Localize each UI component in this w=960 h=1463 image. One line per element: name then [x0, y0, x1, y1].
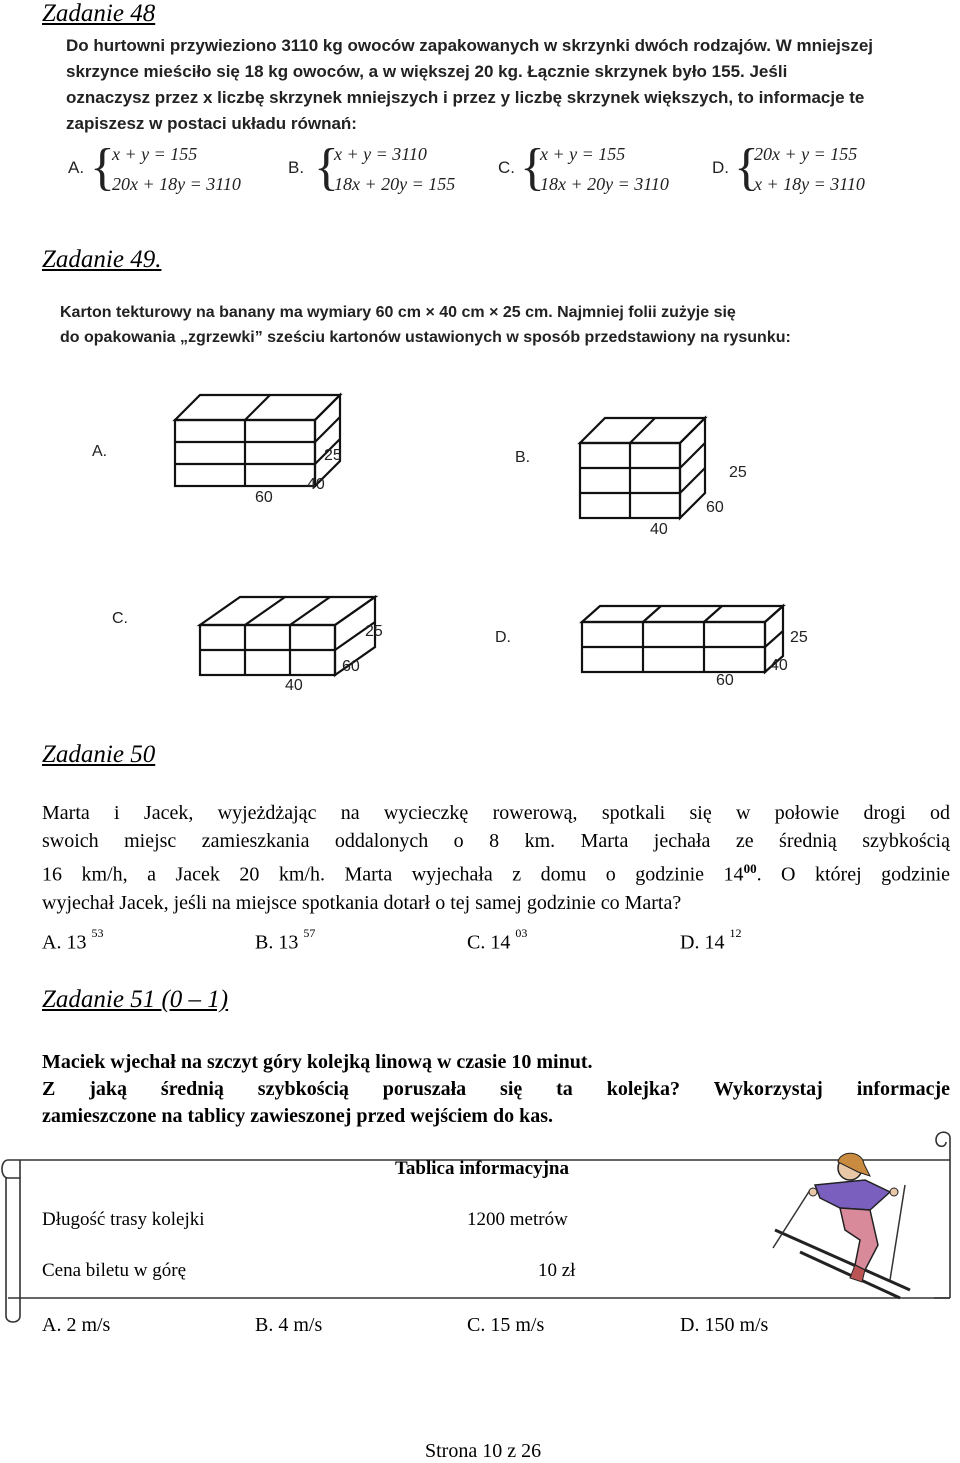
task48-line: oznaczysz przez x liczbę skrzynek mniejszych i przez y liczbę skrzynek większych, to informacje te	[66, 88, 865, 107]
task50-text	[42, 799, 950, 917]
figure-a-dim: 25	[324, 447, 342, 464]
board-row-value: 1200 metrów	[467, 1209, 568, 1230]
task51-line: Maciek wjechał na szczyt góry kolejką linową w czasie 10 minut.	[42, 1051, 593, 1073]
figure-c-dim: 60	[342, 658, 360, 675]
task49-line: do opakowania „zgrzewki” sześciu kartonów ustawionych w sposób przedstawiony na rysunku:	[60, 329, 791, 346]
figure-b-dim: 60	[706, 499, 724, 516]
task51-answer-d: D. 150 m/s	[680, 1314, 769, 1336]
task51-heading: Zadanie 51 (0 – 1)	[42, 986, 229, 1013]
figure-d-label: D.	[495, 629, 511, 646]
task48-option-a: A. { x + y = 155 20x + 18y = 3110	[68, 139, 241, 196]
figure-b-dim: 40	[650, 521, 668, 538]
box-figure-a	[175, 395, 340, 486]
task48-option-d: D. { 20x + y = 155 x + 18y = 3110	[712, 139, 865, 196]
task49-heading: Zadanie 49.	[42, 246, 162, 273]
task48-option-b: B. { x + y = 3110 18x + 20y = 155	[288, 139, 456, 196]
task51-answer-b: B. 4 m/s	[255, 1314, 323, 1336]
task50-answer-d: D. 14 $^{12}$	[680, 926, 742, 954]
task51-text	[42, 1049, 950, 1130]
task49-figures	[0, 0, 960, 720]
board-title: Tablica informacyjna	[395, 1158, 569, 1179]
figure-c-label: C.	[112, 610, 128, 627]
board-row-value: 10 zł	[538, 1260, 576, 1281]
task50-heading: Zadanie 50	[42, 741, 156, 768]
task50-line: swoich miejsc zamieszkania oddalonych o 8 km. Marta jechała ze średnią szybkością	[42, 830, 950, 852]
figure-c-dim: 40	[285, 677, 303, 694]
figure-d-dim: 60	[716, 672, 734, 689]
task51-answer-c: C. 15 m/s	[467, 1314, 545, 1336]
task48-line: zapiszesz w postaci układu równań:	[66, 114, 357, 133]
task49-line: Karton tekturowy na banany ma wymiary 60 cm × 40 cm × 25 cm. Najmniej folii zużyje się	[60, 304, 736, 321]
task51-line: zamieszczone na tablicy zawieszonej przed wejściem do kas.	[42, 1105, 553, 1127]
figure-d-dim: 25	[790, 629, 808, 646]
figure-a-label: A.	[92, 443, 108, 460]
figure-b-label: B.	[515, 449, 531, 466]
task50-line: wyjechał Jacek, jeśli na miejsce spotkania dotarł o tej samej godzinie co Marta?	[42, 891, 682, 914]
board-row-label: Długość trasy kolejki	[42, 1209, 205, 1230]
task48-line: Do hurtowni przywieziono 3110 kg owoców zapakowanych w skrzynki dwóch rodzajów. W mniejszej	[66, 36, 874, 55]
task50-line: Marta i Jacek, wyjeżdżając na wycieczkę rowerową, spotkali się w połowie drogi od	[42, 802, 950, 824]
task50-line: 16 km/h, a Jacek 20 km/h. Marta wyjechała z domu o godzinie $14^{00}$. O której godzinie	[42, 861, 951, 886]
figure-a-dim: 60	[255, 489, 273, 506]
task50-answer-b: B. 13 $^{57}$	[255, 926, 316, 954]
page-number: Strona 10 z 26	[425, 1440, 542, 1462]
task48-line: skrzynce mieściło się 18 kg owoców, a w większej 20 kg. Łącznie skrzynek było 155. Jeśli	[66, 62, 788, 81]
task50-answer-a: A. 13 $^{53}$	[42, 926, 104, 954]
task51-answer-a: A. 2 m/s	[42, 1314, 111, 1336]
task51-line: Z jaką średnią szybkością poruszała się ta kolejka? Wykorzystaj informacje	[42, 1078, 950, 1100]
figure-c-dim: 25	[365, 623, 383, 640]
task48-heading: Zadanie 48	[42, 0, 156, 27]
board-row-label: Cena biletu w górę	[42, 1260, 187, 1281]
box-figure-d	[582, 606, 783, 672]
box-figure-b	[580, 418, 705, 518]
task50-answer-c: C. 14 $^{03}$	[467, 926, 528, 954]
task48-option-c: C. { x + y = 155 18x + 20y = 3110	[498, 139, 669, 196]
skier-illustration	[770, 1150, 920, 1300]
figure-b-dim: 25	[729, 464, 747, 481]
figure-d-dim: 40	[770, 657, 788, 674]
figure-a-dim: 40	[307, 476, 325, 493]
